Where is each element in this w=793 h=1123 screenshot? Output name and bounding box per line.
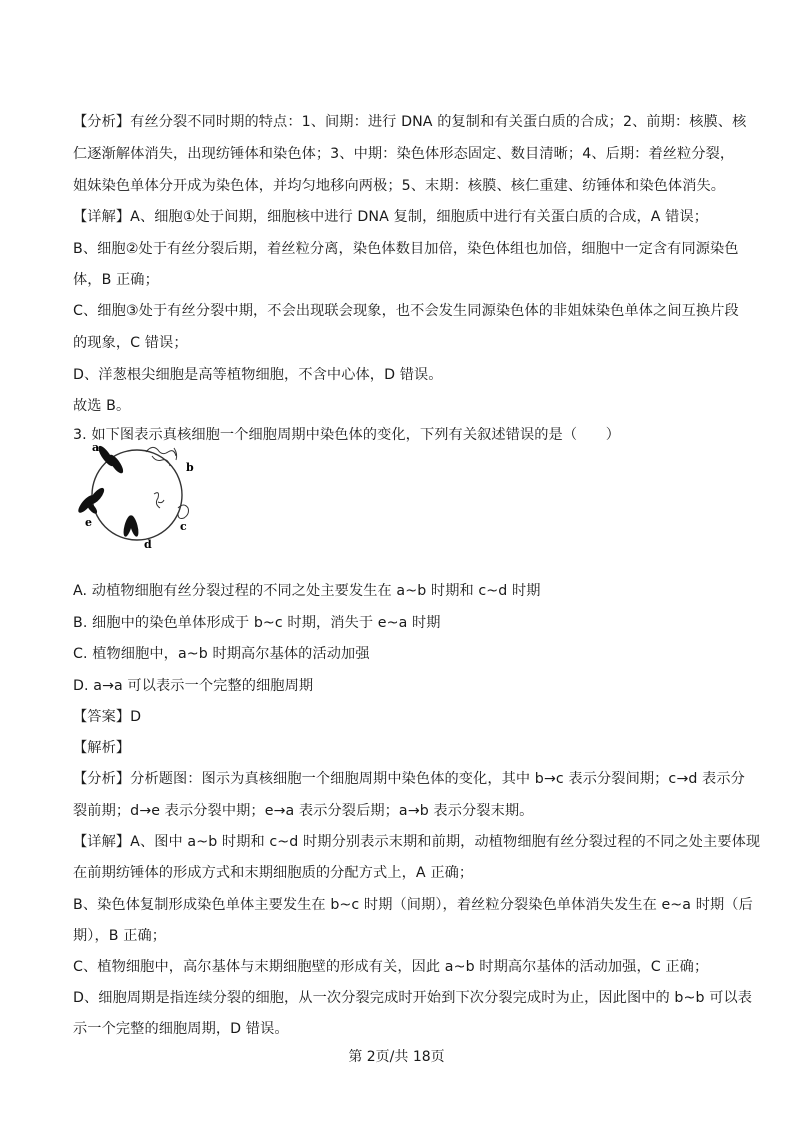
analysis-line: 【分析】分析题图：图示为真核细胞一个细胞周期中染色体的变化，其中 b→c 表示分裂间期；c→d 表示分 bbox=[73, 771, 745, 787]
answer: 【答案】D bbox=[73, 709, 142, 725]
label-e: e bbox=[85, 516, 92, 529]
label-d: d bbox=[144, 538, 152, 551]
label-c: c bbox=[180, 520, 187, 533]
detail-line: 【详解】A、图中 a~b 时期和 c~d 时期分别表示末期和前期，动植物细胞有丝分裂过程的不同之处主要体现 bbox=[73, 834, 761, 850]
detail-line: D、洋葱根尖细胞是高等植物细胞，不含中心体，D 错误。 bbox=[73, 367, 443, 383]
detail-line: B、染色体复制形成染色单体主要发生在 b~c 时期（间期），着丝粒分裂染色单体消失发生在 e~a 时期（后 bbox=[73, 897, 753, 913]
cell-cycle-diagram bbox=[70, 438, 200, 553]
page-footer: 第 2页/共 18页 bbox=[348, 1049, 445, 1065]
detail-line: C、细胞③处于有丝分裂中期，不会出现联会现象，也不会发生同源染色体的非姐妹染色单体之间互换片段 bbox=[73, 303, 739, 319]
chromosome-d bbox=[122, 514, 140, 537]
label-b: b bbox=[186, 461, 194, 474]
detail-line: 示一个完整的细胞周期，D 错误。 bbox=[73, 1021, 289, 1037]
chromosome-c bbox=[154, 493, 189, 519]
option-c: C. 植物细胞中，a~b 时期高尔基体的活动加强 bbox=[73, 646, 370, 662]
detail-line: 【详解】A、细胞①处于间期，细胞核中进行 DNA 复制，细胞质中进行有关蛋白质的合成，A 错误； bbox=[73, 209, 709, 225]
option-a: A. 动植物细胞有丝分裂过程的不同之处主要发生在 a~b 时期和 c~d 时期 bbox=[73, 583, 541, 599]
detail-line: C、植物细胞中，高尔基体与末期细胞壁的形成有关，因此 a~b 时期高尔基体的活动加强，C 正确； bbox=[73, 959, 709, 975]
question-stem: 3. 如下图表示真核细胞一个细胞周期中染色体的变化，下列有关叙述错误的是（ ） bbox=[73, 427, 620, 443]
detail-line: D、细胞周期是指连续分裂的细胞，从一次分裂完成时开始到下次分裂完成时为止，因此图中的 b~b 可以表 bbox=[73, 990, 753, 1006]
detail-line: 体，B 正确； bbox=[73, 272, 159, 288]
detail-line: 在前期纺锤体的形成方式和末期细胞质的分配方式上，A 正确； bbox=[73, 865, 474, 881]
analysis-line: 仁逐渐解体消失，出现纺锤体和染色体；3、中期：染色体形态固定、数目清晰；4、后期：着丝粒分裂， bbox=[73, 146, 735, 162]
analysis-line: 姐妹染色单体分开成为染色体，并均匀地移向两极；5、末期：核膜、核仁重建、纺锤体和染色体消失。 bbox=[73, 178, 726, 194]
option-b: B. 细胞中的染色单体形成于 b~c 时期，消失于 e~a 时期 bbox=[73, 615, 441, 631]
detail-line: B、细胞②处于有丝分裂后期，着丝粒分离，染色体数目加倍，染色体组也加倍，细胞中一定含有同源染色 bbox=[73, 241, 739, 257]
chromosome-e bbox=[76, 486, 107, 516]
option-d: D. a→a 可以表示一个完整的细胞周期 bbox=[73, 678, 314, 694]
label-a: a bbox=[92, 441, 100, 454]
detail-line: 的现象，C 错误； bbox=[73, 335, 188, 351]
analysis-line: 【分析】有丝分裂不同时期的特点：1、间期：进行 DNA 的复制和有关蛋白质的合成；2、前期：核膜、核 bbox=[73, 114, 747, 130]
jiexi-heading: 【解析】 bbox=[73, 740, 131, 756]
analysis-line: 裂前期；d→e 表示分裂中期；e→a 表示分裂后期；a→b 表示分裂末期。 bbox=[73, 803, 534, 819]
detail-line: 故选 B。 bbox=[73, 398, 131, 414]
detail-line: 期），B 正确； bbox=[73, 928, 167, 944]
chromosome-a bbox=[96, 444, 126, 475]
